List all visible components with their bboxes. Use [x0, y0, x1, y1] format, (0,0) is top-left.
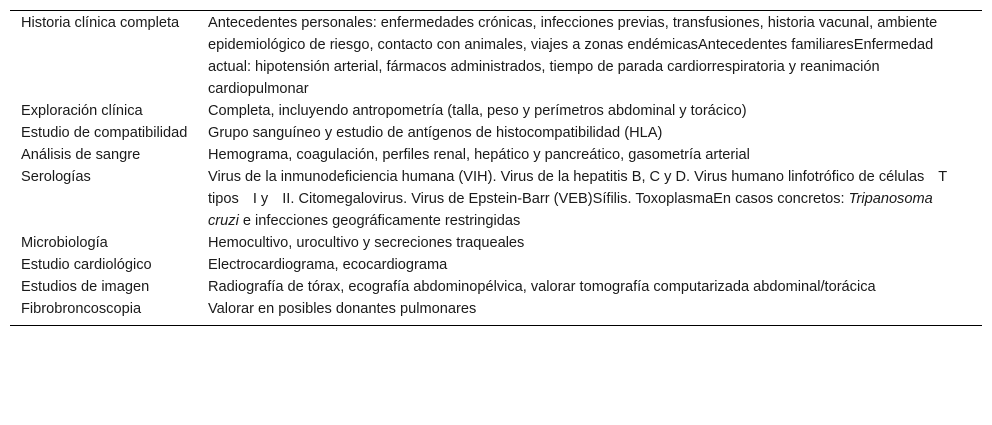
row-value: Hemocultivo, urocultivo y secreciones traqueales [208, 235, 525, 251]
serology-italic-species: Tripanosoma cruzi [208, 191, 933, 229]
row-value: Hemograma, coagulación, perfiles renal, hepático y pancreático, gasometría arterial [208, 147, 750, 163]
row-value: Antecedentes personales: enfermedades crónicas, infecciones previas, transfusiones, historia vacunal, ambiente epidemiológico de riesgo, contacto con animales, viajes a zonas endémicasAntecedentes familiaresEnfermedad actual: hipotensión arterial, fármacos administrados, tiempo de parada cardiorrespiratoria y reanimación cardiopulmonar [208, 15, 938, 97]
table-row [10, 276, 982, 298]
row-label: Estudios de imagen [21, 279, 150, 295]
evaluation-table-container [10, 10, 982, 326]
table-row [10, 144, 982, 166]
row-label: Exploración clínica [21, 103, 143, 119]
row-label: Fibrobroncoscopia [21, 301, 142, 317]
row-label: Historia clínica completa [21, 15, 180, 31]
table-row [10, 232, 982, 254]
row-value: Radiografía de tórax, ecografía abdominopélvica, valorar tomografía computarizada abdominal/torácica [208, 279, 876, 295]
table-row [10, 166, 982, 232]
table-row [10, 298, 982, 326]
table-row [10, 100, 982, 122]
row-label: Microbiología [21, 235, 108, 251]
row-value: Valorar en posibles donantes pulmonares [208, 301, 477, 317]
row-value: Grupo sanguíneo y estudio de antígenos de histocompatibilidad (HLA) [208, 125, 663, 141]
row-value [198, 166, 982, 232]
row-label: Análisis de sangre [21, 147, 141, 163]
donor-evaluation-table [10, 10, 982, 326]
serology-text-3: I y [252, 191, 269, 207]
row-label: Estudio de compatibilidad [21, 125, 188, 141]
serology-text-1: Virus de la inmunodeficiencia humana (VIH). Virus de la hepatitis B, C y D. Virus humano linfotrófico de células [208, 169, 925, 185]
row-value: Electrocardiograma, ecocardiograma [208, 257, 448, 273]
table-row [10, 254, 982, 276]
serology-text-4: II. Citomegalovirus. Virus de Epstein-Barr (VEB)Sífilis. ToxoplasmaEn casos concretos: [282, 191, 849, 207]
serology-text-5: e infecciones geográficamente restringidas [238, 213, 521, 229]
row-value: Completa, incluyendo antropometría (talla, peso y perímetros abdominal y torácico) [208, 103, 747, 119]
table-row [10, 122, 982, 144]
row-label: Serologías [21, 169, 91, 185]
row-label: Estudio cardiológico [21, 257, 152, 273]
serology-text-2: T tipos [208, 169, 947, 207]
table-row [10, 11, 982, 101]
